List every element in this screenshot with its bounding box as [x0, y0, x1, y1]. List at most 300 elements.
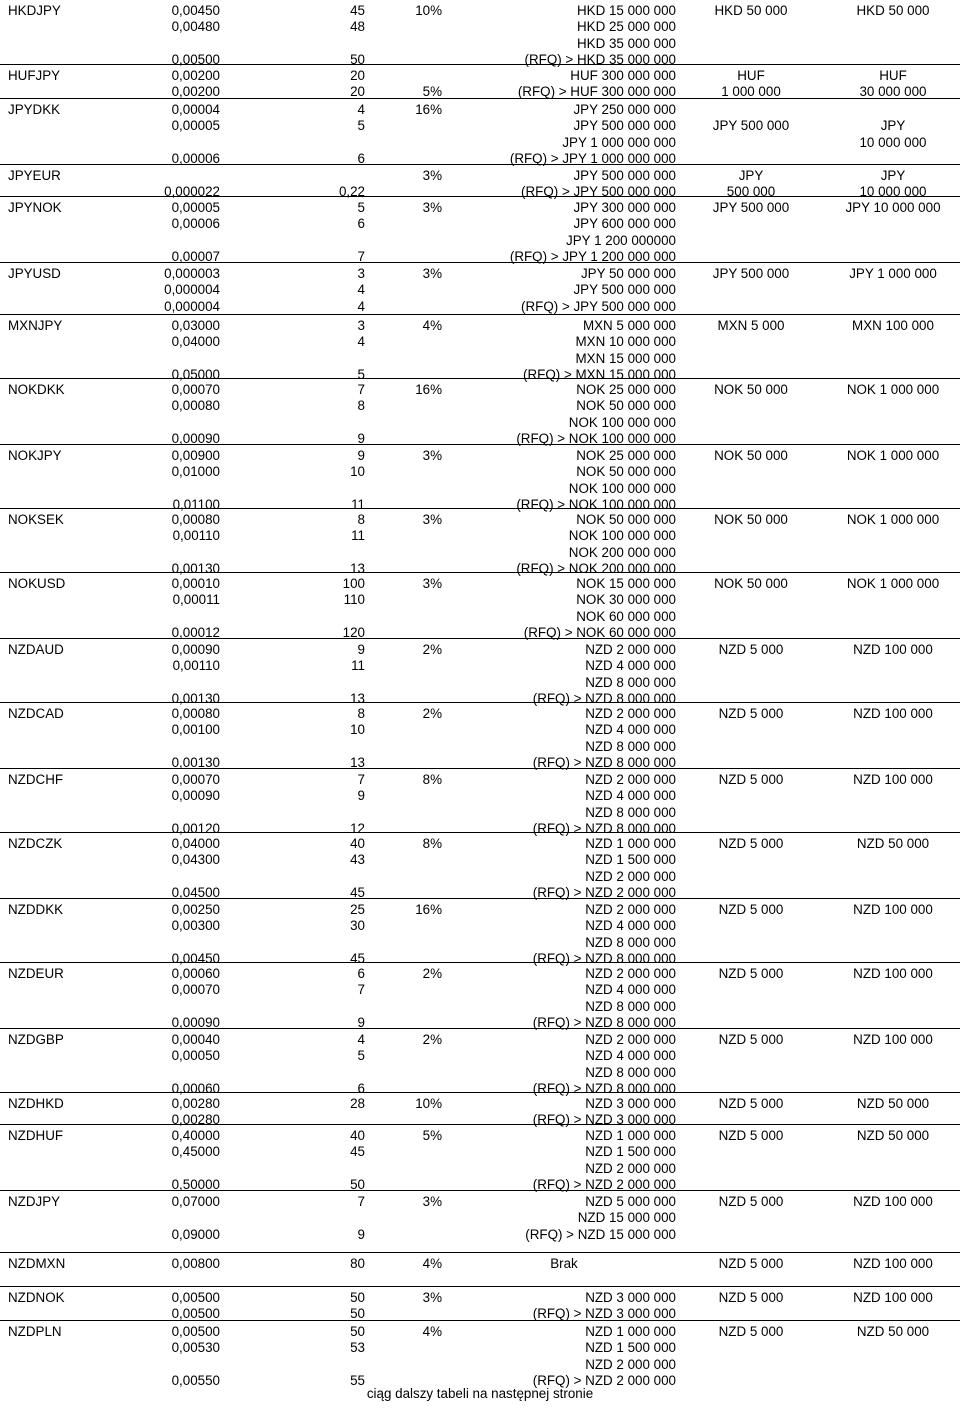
points-cell: 0,07000	[171, 1194, 220, 1209]
percent-cell: 3%	[422, 1194, 442, 1209]
pips-cell: 43	[350, 852, 365, 868]
points-cell: 0,01000	[171, 464, 220, 480]
points-cell: 0,00900	[171, 448, 220, 463]
volume-tier-cell: NZD 1 000 000	[585, 1324, 676, 1339]
min-amount-cell: NZD 5 000	[718, 1324, 784, 1339]
volume-tier-cell: (RFQ) > HUF 300 000 000	[517, 84, 676, 100]
volume-tier-cell: (RFQ) > NZD 2 000 000	[532, 1176, 676, 1192]
continuation-note	[0, 1386, 960, 1401]
table-row	[0, 1124, 960, 1191]
pips-cell: 11	[351, 496, 365, 512]
pips-cell: 40	[350, 1128, 365, 1143]
pips-cell: 4	[357, 282, 365, 298]
min-amount-cell: HUF	[737, 68, 765, 83]
pips-cell: 5	[357, 200, 365, 215]
currency-pair: NZDEUR	[8, 966, 64, 981]
pips-cell: 28	[350, 1096, 365, 1111]
points-cell: 0,00060	[171, 966, 220, 981]
table-row	[0, 314, 960, 381]
table-row	[0, 378, 960, 445]
min-amount-cell: JPY 500 000	[712, 118, 790, 134]
volume-tier-cell: NOK 60 000 000	[576, 608, 676, 624]
pips-cell: 20	[350, 68, 365, 83]
table-row	[0, 1252, 960, 1279]
currency-pair: JPYEUR	[8, 168, 61, 183]
volume-tier-cell: (RFQ) > JPY 500 000 000	[521, 184, 676, 200]
volume-tier-cell: NZD 2 000 000	[585, 1032, 676, 1047]
volume-tier-cell: NOK 50 000 000	[576, 464, 676, 480]
percent-cell: 3%	[422, 1290, 442, 1305]
volume-tier-cell: NZD 2 000 000	[585, 1160, 676, 1176]
pips-cell: 120	[342, 624, 365, 640]
pips-cell: 50	[350, 1324, 365, 1339]
percent-cell: 5%	[422, 1128, 442, 1143]
volume-tier-cell: (RFQ) > NOK 100 000 000	[516, 496, 676, 512]
volume-tier-cell: NOK 25 000 000	[576, 448, 676, 463]
currency-pair: NZDCHF	[8, 772, 64, 787]
volume-tier-cell: NZD 3 000 000	[585, 1290, 676, 1305]
volume-tier-cell: JPY 50 000 000	[580, 266, 676, 281]
points-cell: 0,00120	[171, 820, 220, 836]
points-cell: 0,00004	[171, 102, 220, 117]
volume-tier-cell: JPY 250 000 000	[573, 102, 676, 117]
max-amount-cell: NZD 50 000	[856, 1128, 930, 1143]
percent-cell: 5%	[422, 84, 442, 100]
points-cell: 0,00800	[171, 1256, 220, 1271]
pips-cell: 8	[357, 512, 365, 527]
volume-tier-cell: (RFQ) > JPY 500 000 000	[521, 298, 676, 314]
currency-pair: NOKSEK	[8, 512, 64, 527]
pips-cell: 5	[357, 118, 365, 134]
points-cell: 0,00070	[171, 382, 220, 397]
currency-pair: NOKJPY	[8, 448, 62, 463]
pips-cell: 25	[350, 902, 365, 917]
max-amount-cell: NOK 1 000 000	[846, 448, 940, 463]
volume-tier-cell: NOK 100 000 000	[568, 480, 676, 496]
volume-tier-cell: NZD 1 500 000	[585, 852, 676, 868]
volume-tier-cell: JPY 500 000 000	[573, 282, 676, 298]
volume-tier-cell: NOK 100 000 000	[568, 528, 676, 544]
points-cell: 0,00090	[171, 788, 220, 804]
volume-tier-cell: NZD 15 000 000	[577, 1210, 676, 1226]
points-cell: 0,00080	[171, 512, 220, 527]
max-amount-cell: NZD 100 000	[853, 1032, 933, 1047]
currency-pair: NOKUSD	[8, 576, 66, 591]
currency-pair: NZDHKD	[8, 1096, 64, 1111]
min-amount-cell: NZD 5 000	[718, 1128, 784, 1143]
percent-cell: 2%	[422, 1032, 442, 1047]
volume-tier-cell: (RFQ) > HKD 35 000 000	[524, 51, 676, 67]
min-amount-cell: 1 000 000	[721, 84, 781, 100]
max-amount-cell: NZD 100 000	[853, 706, 933, 721]
volume-tier-cell: NOK 25 000 000	[576, 382, 676, 397]
points-cell: 0,00005	[171, 200, 220, 215]
max-amount-cell: NZD 50 000	[856, 1324, 930, 1339]
pips-cell: 45	[350, 3, 365, 18]
min-amount-cell: NOK 50 000	[714, 382, 788, 397]
percent-cell: 3%	[422, 266, 442, 281]
pips-cell: 3	[357, 318, 365, 333]
volume-tier-cell: (RFQ) > MXN 15 000 000	[523, 366, 676, 382]
volume-tier-cell: (RFQ) > NZD 8 000 000	[532, 690, 676, 706]
points-cell: 0,00040	[171, 1032, 220, 1047]
currency-pair: HKDJPY	[8, 3, 61, 18]
table-row	[0, 898, 960, 965]
min-amount-cell: 500 000	[726, 184, 776, 200]
pips-cell: 9	[357, 1014, 365, 1030]
max-amount-cell: JPY	[880, 168, 906, 183]
pips-cell: 48	[350, 19, 365, 35]
points-cell: 0,00450	[171, 3, 220, 18]
pips-cell: 53	[350, 1340, 365, 1356]
table-row	[0, 444, 960, 511]
min-amount-cell: NZD 5 000	[718, 1194, 784, 1209]
volume-tier-cell: (RFQ) > JPY 1 000 000 000	[509, 150, 676, 166]
max-amount-cell: NZD 100 000	[853, 1194, 933, 1209]
percent-cell: 4%	[422, 1324, 442, 1339]
points-cell: 0,00010	[171, 576, 220, 591]
volume-tier-cell: JPY 1 200 000000	[566, 232, 676, 248]
percent-cell: 4%	[422, 318, 442, 333]
min-amount-cell: JPY 500 000	[712, 200, 790, 215]
points-cell: 0,00480	[171, 19, 220, 35]
points-cell: 0,00530	[171, 1340, 220, 1356]
min-amount-cell: MXN 5 000	[717, 318, 785, 333]
points-cell: 0,00450	[171, 950, 220, 966]
volume-tier-cell: NZD 2 000 000	[585, 772, 676, 787]
volume-tier-cell: NZD 4 000 000	[585, 1048, 676, 1064]
min-amount-cell: JPY 500 000	[712, 266, 790, 281]
pips-cell: 4	[357, 334, 365, 350]
volume-tier-cell: JPY 600 000 000	[573, 216, 676, 232]
points-cell: 0,00110	[172, 528, 220, 544]
volume-tier-cell: NZD 8 000 000	[585, 934, 676, 950]
volume-tier-cell: HKD 15 000 000	[576, 3, 676, 18]
points-cell: 0,03000	[171, 318, 220, 333]
table-row	[0, 962, 960, 1029]
volume-tier-cell: NZD 2 000 000	[585, 706, 676, 721]
pips-cell: 7	[357, 382, 365, 397]
min-amount-cell: NZD 5 000	[718, 1032, 784, 1047]
max-amount-cell: NZD 100 000	[853, 902, 933, 917]
volume-tier-cell: JPY 1 000 000 000	[562, 134, 676, 150]
pips-cell: 7	[357, 772, 365, 787]
table-row	[0, 702, 960, 769]
currency-pair: MXNJPY	[8, 318, 63, 333]
volume-tier-cell: (RFQ) > NZD 8 000 000	[532, 1014, 676, 1030]
volume-tier-cell: NZD 2 000 000	[585, 642, 676, 657]
percent-cell: 8%	[422, 836, 442, 851]
pips-cell: 6	[357, 1080, 365, 1096]
pips-cell: 11	[351, 658, 365, 674]
volume-tier-cell: NZD 1 500 000	[585, 1144, 676, 1160]
percent-cell: 3%	[422, 200, 442, 215]
points-cell: 0,00280	[171, 1112, 220, 1128]
volume-tier-cell: NZD 8 000 000	[585, 804, 676, 820]
currency-pair: NZDPLN	[8, 1324, 62, 1339]
volume-tier-cell: NOK 15 000 000	[576, 576, 676, 591]
percent-cell: 16%	[415, 102, 442, 117]
table-row	[0, 1286, 960, 1322]
volume-tier-cell: NZD 1 500 000	[585, 1340, 676, 1356]
pips-cell: 13	[350, 754, 365, 770]
max-amount-cell: 30 000 000	[859, 84, 927, 100]
currency-pair: JPYNOK	[8, 200, 62, 215]
volume-tier-cell: (RFQ) > NOK 100 000 000	[516, 430, 676, 446]
volume-tier-cell: NZD 2 000 000	[585, 1356, 676, 1372]
volume-tier-cell: MXN 15 000 000	[575, 350, 676, 366]
volume-tier-cell: NZD 1 000 000	[585, 1128, 676, 1143]
min-amount-cell: NZD 5 000	[718, 966, 784, 981]
min-amount-cell: NZD 5 000	[718, 836, 784, 851]
pips-cell: 10	[350, 464, 365, 480]
pips-cell: 110	[343, 592, 365, 608]
pips-cell: 5	[357, 1048, 365, 1064]
percent-cell: 2%	[422, 642, 442, 657]
pips-cell: 6	[357, 150, 365, 166]
currency-pair: NZDHUF	[8, 1128, 64, 1143]
volume-tier-cell: JPY 500 000 000	[573, 168, 676, 183]
volume-tier-cell: NZD 8 000 000	[585, 998, 676, 1014]
min-amount-cell: NOK 50 000	[714, 448, 788, 463]
table-row	[0, 832, 960, 899]
pips-cell: 6	[357, 216, 365, 232]
points-cell: 0,00500	[171, 1324, 220, 1339]
max-amount-cell: JPY 10 000 000	[845, 200, 941, 215]
percent-cell: 10%	[415, 1096, 442, 1111]
points-cell: 0,00110	[172, 658, 220, 674]
points-cell: 0,04500	[171, 884, 220, 900]
volume-tier-cell: NZD 4 000 000	[585, 722, 676, 738]
points-cell: 0,50000	[171, 1176, 220, 1192]
pips-cell: 50	[350, 51, 365, 67]
max-amount-cell: JPY 1 000 000	[849, 266, 937, 281]
table-row	[0, 1190, 960, 1241]
percent-cell: 3%	[422, 168, 442, 183]
max-amount-cell: 10 000 000	[859, 184, 927, 200]
min-amount-cell: NOK 50 000	[714, 576, 788, 591]
percent-cell: 3%	[422, 576, 442, 591]
pips-cell: 5	[357, 366, 365, 382]
points-cell: 0,00080	[171, 706, 220, 721]
points-cell: 0,00100	[171, 722, 220, 738]
currency-pair: NZDNOK	[8, 1290, 65, 1305]
min-amount-cell: NZD 5 000	[718, 642, 784, 657]
points-cell: 0,00090	[171, 642, 220, 657]
points-cell: 0,00130	[171, 560, 220, 576]
table-row	[0, 98, 960, 166]
percent-cell: 4%	[422, 1256, 442, 1271]
volume-tier-cell: JPY 500 000 000	[573, 118, 676, 134]
points-cell: 0,45000	[171, 1144, 220, 1160]
points-cell: 0,40000	[171, 1128, 220, 1143]
pips-cell: 10	[350, 722, 365, 738]
table-row	[0, 1320, 960, 1388]
currency-pair: NZDMXN	[8, 1256, 66, 1271]
currency-pair: JPYUSD	[8, 266, 61, 281]
max-amount-cell: NZD 100 000	[853, 1256, 933, 1271]
currency-pair: HUFJPY	[8, 68, 61, 83]
currency-pair: NZDCAD	[8, 706, 64, 721]
volume-tier-cell: NZD 4 000 000	[585, 788, 676, 804]
volume-tier-cell: (RFQ) > NZD 2 000 000	[532, 884, 676, 900]
points-cell: 0,00011	[172, 592, 220, 608]
volume-tier-cell: (RFQ) > NZD 15 000 000	[525, 1226, 676, 1242]
volume-tier-cell: MXN 10 000 000	[575, 334, 676, 350]
points-cell: 0,00500	[171, 1290, 220, 1305]
points-cell: 0,000003	[164, 266, 220, 281]
volume-tier-cell: HKD 25 000 000	[576, 19, 676, 35]
pips-cell: 9	[357, 1226, 365, 1242]
pips-cell: 4	[357, 102, 365, 117]
currency-pair: NOKDKK	[8, 382, 65, 397]
table-row	[0, 1092, 960, 1128]
volume-tier-cell: NZD 5 000 000	[585, 1194, 676, 1209]
pips-cell: 0,22	[338, 184, 365, 200]
volume-tier-cell: (RFQ) > NOK 200 000 000	[516, 560, 676, 576]
currency-pair: NZDCZK	[8, 836, 63, 851]
min-amount-cell: NZD 5 000	[718, 706, 784, 721]
pips-cell: 7	[357, 1194, 365, 1209]
volume-tier-cell: HUF 300 000 000	[570, 68, 676, 83]
points-cell: 0,00080	[171, 398, 220, 414]
pips-cell: 80	[350, 1256, 365, 1271]
currency-pair: NZDGBP	[8, 1032, 64, 1047]
pips-cell: 9	[357, 448, 365, 463]
min-amount-cell: HKD 50 000	[714, 3, 788, 18]
points-cell: 0,00090	[171, 430, 220, 446]
points-cell: 0,000022	[164, 184, 220, 200]
volume-tier-cell: NZD 8 000 000	[585, 738, 676, 754]
max-amount-cell: NZD 100 000	[853, 642, 933, 657]
points-cell: 0,00130	[171, 690, 220, 706]
volume-tier-cell: NZD 1 000 000	[585, 836, 676, 851]
volume-tier-cell: (RFQ) > NZD 8 000 000	[532, 1080, 676, 1096]
points-cell: 0,00250	[171, 902, 220, 917]
points-cell: 0,00200	[171, 68, 220, 83]
max-amount-cell: NOK 1 000 000	[846, 512, 940, 527]
table-row	[0, 262, 960, 313]
points-cell: 0,00280	[171, 1096, 220, 1111]
points-cell: 0,00012	[171, 624, 220, 640]
volume-tier-cell: NZD 8 000 000	[585, 1064, 676, 1080]
volume-tier-cell: NZD 2 000 000	[585, 902, 676, 917]
points-cell: 0,09000	[171, 1226, 220, 1242]
max-amount-cell: HUF	[879, 68, 907, 83]
max-amount-cell: NZD 100 000	[853, 1290, 933, 1305]
max-amount-cell: NZD 100 000	[853, 966, 933, 981]
points-cell: 0,04000	[171, 334, 220, 350]
pips-cell: 4	[357, 298, 365, 314]
volume-tier-cell: (RFQ) > NOK 60 000 000	[523, 624, 676, 640]
volume-tier-cell: (RFQ) > NZD 8 000 000	[532, 820, 676, 836]
volume-tier-cell: (RFQ) > NZD 8 000 000	[532, 754, 676, 770]
pips-cell: 50	[350, 1306, 365, 1322]
volume-tier-cell: (RFQ) > NZD 3 000 000	[532, 1112, 676, 1128]
percent-cell: 2%	[422, 706, 442, 721]
percent-cell: 10%	[415, 3, 442, 18]
points-cell: 0,00006	[171, 150, 220, 166]
max-amount-cell: HKD 50 000	[856, 3, 930, 18]
currency-pair: NZDAUD	[8, 642, 64, 657]
max-amount-cell: NZD 50 000	[856, 836, 930, 851]
pips-cell: 9	[357, 642, 365, 657]
points-cell: 0,04300	[171, 852, 220, 868]
min-amount-cell: JPY	[738, 168, 764, 183]
pips-cell: 7	[357, 248, 365, 264]
pips-cell: 50	[350, 1290, 365, 1305]
max-amount-cell: JPY	[880, 118, 906, 134]
pips-cell: 9	[357, 788, 365, 804]
max-amount-cell: NZD 50 000	[856, 1096, 930, 1111]
continuation-note-text: ciąg dalszy tabeli na następnej stronie	[366, 1386, 594, 1401]
percent-cell: 16%	[415, 902, 442, 917]
points-cell: 0,000004	[164, 298, 220, 314]
points-cell: 0,00070	[171, 772, 220, 787]
table-row	[0, 64, 960, 100]
table-row	[0, 196, 960, 263]
volume-tier-cell: (RFQ) > NZD 2 000 000	[532, 1372, 676, 1388]
volume-tier-cell: NZD 3 000 000	[585, 1096, 676, 1111]
pips-cell: 8	[357, 706, 365, 721]
pips-cell: 55	[350, 1372, 365, 1388]
volume-tier-cell: NOK 50 000 000	[576, 398, 676, 414]
volume-tier-cell: NZD 4 000 000	[585, 918, 676, 934]
pips-cell: 6	[357, 966, 365, 981]
points-cell: 0,00550	[171, 1372, 220, 1388]
volume-tier-cell: NZD 2 000 000	[585, 868, 676, 884]
points-cell: 0,00200	[171, 84, 220, 100]
table-row	[0, 572, 960, 639]
volume-tier-cell: JPY 300 000 000	[573, 200, 676, 215]
table-row	[0, 0, 960, 67]
pips-cell: 13	[350, 560, 365, 576]
points-cell: 0,00060	[171, 1080, 220, 1096]
min-amount-cell: NZD 5 000	[718, 1096, 784, 1111]
points-cell: 0,00130	[171, 754, 220, 770]
volume-tier-cell: MXN 5 000 000	[582, 318, 676, 333]
volume-tier-cell: HKD 35 000 000	[576, 35, 676, 51]
min-amount-cell: NZD 5 000	[718, 772, 784, 787]
volume-tier-cell: NZD 4 000 000	[585, 982, 676, 998]
table-row	[0, 1028, 960, 1096]
currency-pair: JPYDKK	[8, 102, 61, 117]
currency-pair: NZDDKK	[8, 902, 64, 917]
min-amount-cell: NZD 5 000	[718, 902, 784, 917]
min-amount-cell: NZD 5 000	[718, 1290, 784, 1305]
pips-cell: 4	[357, 1032, 365, 1047]
points-cell: 0,00300	[171, 918, 220, 934]
points-cell: 0,00070	[171, 982, 220, 998]
points-cell: 0,00090	[171, 1014, 220, 1030]
volume-tier-cell: Brak	[550, 1256, 578, 1271]
pips-cell: 20	[350, 84, 365, 100]
pips-cell: 12	[350, 820, 365, 836]
volume-tier-cell: NOK 100 000 000	[568, 414, 676, 430]
volume-tier-cell: NZD 2 000 000	[585, 966, 676, 981]
points-cell: 0,00050	[171, 1048, 220, 1064]
points-cell: 0,00500	[171, 51, 220, 67]
volume-tier-cell: NOK 200 000 000	[568, 544, 676, 560]
percent-cell: 3%	[422, 512, 442, 527]
points-cell: 0,000004	[164, 282, 220, 298]
pips-cell: 40	[350, 836, 365, 851]
pips-cell: 50	[350, 1176, 365, 1192]
points-cell: 0,00500	[171, 1306, 220, 1322]
currency-pair: NZDJPY	[8, 1194, 61, 1209]
points-cell: 0,00005	[171, 118, 220, 134]
min-amount-cell: NOK 50 000	[714, 512, 788, 527]
